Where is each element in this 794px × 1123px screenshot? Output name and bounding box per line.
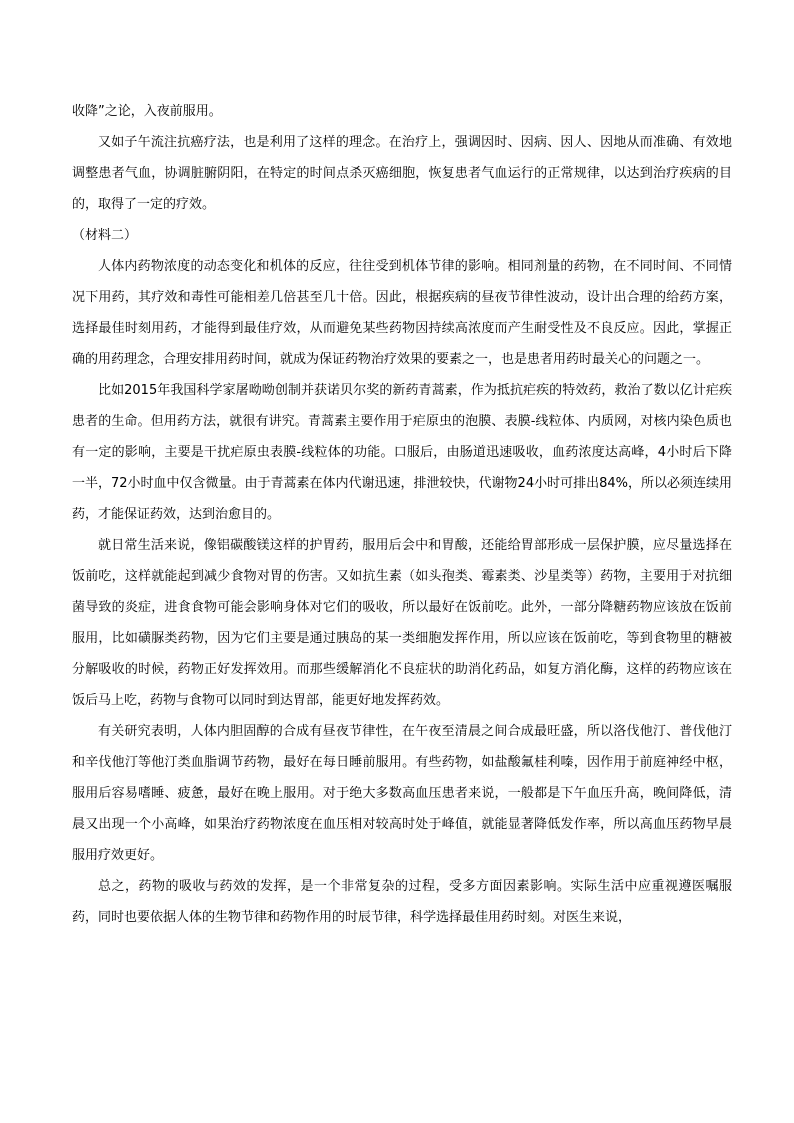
section-heading-material-two: （材料二）: [72, 228, 138, 243]
paragraph-continuation: 收降”之论，入夜前服用。: [72, 104, 222, 119]
document-body: [72, 96, 732, 933]
paragraph-drug-concentration: 人体内药物浓度的动态变化和机体的反应，往往受到机体节律的影响。相同剂量的药物，在不同时间、不同情况下用药，其疗效和毒性可能相差几倍甚至几十倍。因此，根据疾病的昼夜节律性波动，设计出合理的给药方案，选择最佳时刻用药，才能得到最佳疗效，从而避免某些药物因持续高浓度而产生耐受性及不良反应。因此，掌握正确的用药理念，合理安排用药时间，就成为保证药物治疗效果的要素之一，也是患者用药时最关心的问题之一。: [72, 259, 732, 367]
paragraph-conclusion: 总之，药物的吸收与药效的发挥，是一个非常复杂的过程，受多方面因素影响。实际生活中应重视遵医嘱服药，同时也要依据人体的生物节律和药物作用的时辰节律，科学选择最佳用药时刻。对医生来说，: [72, 879, 732, 925]
paragraph-ziwu-therapy: 又如子午流注抗癌疗法，也是利用了这样的理念。在治疗上，强调因时、因病、因人、因地从而准确、有效地调整患者气血，协调脏腑阴阳，在特定的时间点杀灭癌细胞，恢复患者气血运行的正常规律，以达到治疗疾病的目的，取得了一定的疗效。: [72, 135, 732, 212]
paragraph-circadian-research: 有关研究表明，人体内胆固醇的合成有昼夜节律性，在午夜至清晨之间合成最旺盛，所以洛伐他汀、普伐他汀和辛伐他汀等他汀类血脂调节药物，最好在每日睡前服用。有些药物，如盐酸氟桂利嗪，因作用于前庭神经中枢，服用后容易嗜睡、疲惫，最好在晚上服用。对于绝大多数高血压患者来说，一般都是下午血压升高，晚间降低，清晨又出现一个小高峰，如果治疗药物浓度在血压相对较高时处于峰值，就能显著降低发作率，所以高血压药物早晨服用疗效更好。: [72, 724, 732, 863]
paragraph-daily-medication: 就日常生活来说，像铝碳酸镁这样的护胃药，服用后会中和胃酸，还能给胃部形成一层保护膜，应尽量选择在饭前吃，这样就能起到减少食物对胃的伤害。又如抗生素（如头孢类、霉素类、沙星类等）药物，主要用于对抗细菌导致的炎症，进食食物可能会影响身体对它们的吸收，所以最好在饭前吃。此外，一部分降糖药物应该放在饭前服用，比如磺脲类药物，因为它们主要是通过胰岛的某一类细胞发挥作用，所以应该在饭前吃，等到食物里的糖被分解吸收的时候，药物正好发挥效用。而那些缓解消化不良症状的助消化药品，如复方消化酶，这样的药物应该在饭后马上吃，药物与食物可以同时到达胃部，能更好地发挥药效。: [72, 538, 732, 708]
paragraph-artemisinin: 比如2015年我国科学家屠呦呦创制并获诺贝尔奖的新药青蒿素，作为抵抗疟疾的特效药，救治了数以亿计疟疾患者的生命。但用药方法，就很有讲究。青蒿素主要作用于疟原虫的泡膜、表膜-线粒体、内质网，对核内染色质也有一定的影响，主要是干扰疟原虫表膜-线粒体的功能。口服后，由肠道迅速吸收，血药浓度达高峰，4小时后下降一半，72小时血中仅含微量。由于青蒿素在体内代谢迅速，排泄较快，代谢物24小时可排出84%，所以必须连续用药，才能保证药效，达到治愈目的。: [72, 383, 732, 522]
